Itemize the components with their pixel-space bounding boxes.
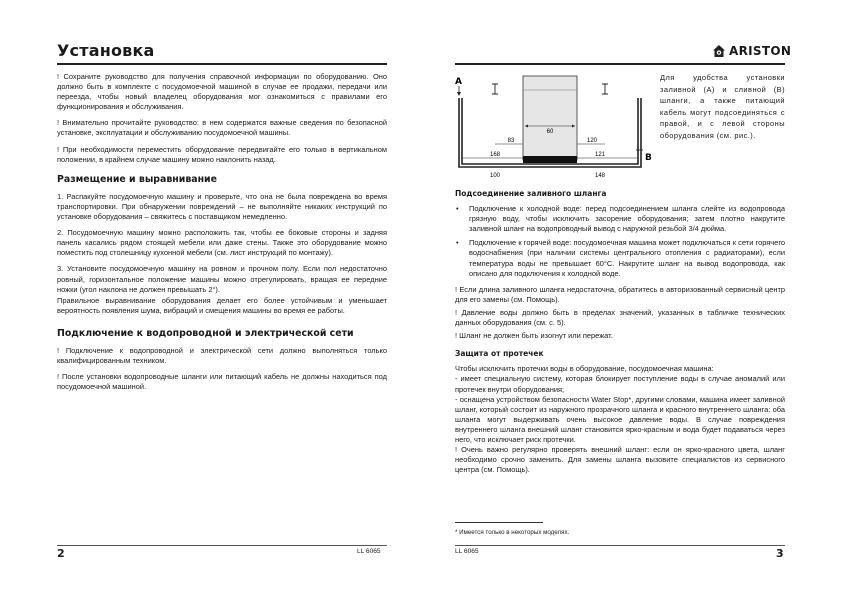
placement-paragraph: 1. Распакуйте посудомоечную машину и проверьте, что она не была повреждена во время транспортировки. При обнаружении повреждений – не выполняйте никаких инструкций по установке оборудования – свяжитесь с поставщиком немедленно. [57, 191, 387, 222]
left-column [57, 72, 387, 398]
dim-label: 60 [546, 129, 554, 135]
bullet-text: Подключение к горячей воде: посудомоечная машина может подключаться к сети горячего водоснабжения (при наличии системы центрального отопления с радиаторами), если температура воды не превышает 60°C. Накрутите шланг на вывод водопровода, как описано для подключения к холодной воде. [469, 238, 785, 278]
diagram-label-a: A [455, 77, 462, 87]
dishwasher-body [523, 76, 577, 160]
brand-logo [712, 44, 791, 58]
section-heading-placement: Размещение и выравнивание [57, 173, 217, 185]
footer-rule-right [455, 545, 785, 546]
model-label-right: LL 6065 [455, 548, 479, 555]
list-item [455, 238, 785, 278]
footnote: * Имеется только в некоторых моделях. [455, 529, 570, 536]
right-column [455, 189, 785, 481]
arrow-a-head [457, 92, 461, 96]
intro-paragraph: ! Сохраните руководство для получения справочной информации по оборудованию. Оно должно быть в комплекте с посудомоечной машиной в случае ее продажи, передачи или переезда, чтобы новый владелец оборудования мог ознакомиться с правилами его функционирования и обслуживания. [57, 72, 387, 112]
note-paragraph: ! Если длина заливного шланга недостаточна, обратитесь в авторизованный сервисный центр для его замены (см. Помощь). [455, 284, 785, 304]
dim-label: 120 [586, 138, 598, 144]
placement-paragraph: Правильное выравнивание оборудования делает его более устойчивым и уменьшает вероятность появления шума, вибраций и смещения машины во время ее работы. [57, 295, 387, 315]
placement-paragraph: 3. Установите посудомоечную машину на ровном и прочном полу. Если пол недостаточно ровный, горизонтальное положение машины можно отрегулировать, вращая ее передние ножки (угол наклона не должен превышать 2°). [57, 264, 387, 294]
dim-label: 168 [489, 152, 501, 158]
leak-paragraph: - имеет специальную систему, которая блокирует поступление воды в случае аномалий или протечек внутри оборудования; [455, 374, 785, 394]
inlet-hose-heading: Подсоединение заливного шланга [455, 189, 607, 198]
connection-paragraph: ! После установки водопроводные шланги или питающий кабель не должны находиться под посудомоечной машиной. [57, 372, 387, 392]
model-label-left: LL 6065 [357, 548, 381, 555]
leak-protection-heading: Защита от протечек [455, 349, 544, 359]
tap-left-icon [492, 84, 498, 94]
dishwasher-base [523, 156, 577, 163]
header-rule-left [57, 63, 387, 65]
footer-rule-left [57, 545, 387, 546]
placement-paragraph: 2. Посудомоечную машину можно расположить так, чтобы ее боковые стороны и задняя панель касались рядом стоящей мебели или даже стены. Также это оборудование можно поместить под столешницу кухонной мебели (см. лист инструкций по монтажу). [57, 228, 387, 258]
installation-diagram [455, 72, 650, 182]
note-paragraph: ! Шланг не должен быть изогнут или пережат. [455, 331, 613, 341]
dim-label: 83 [507, 138, 515, 144]
intro-paragraph: ! При необходимости переместить оборудование передвигайте его только в вертикальном положении, в крайнем случае машину можно наклонить назад. [57, 144, 387, 164]
ariston-house-icon [712, 44, 726, 58]
connection-paragraph: ! Подключение к водопроводной и электрической сети должно выполняться только квалифицированным техником. [57, 345, 387, 366]
header-rule-right [455, 63, 785, 65]
intro-paragraph: ! Внимательно прочитайте руководство: в нем содержатся важные сведения по безопасной установке, эксплуатации и обслуживанию посудомоечной машины. [57, 118, 387, 138]
bullet-icon: • [456, 238, 459, 248]
note-paragraph: ! Давление воды должно быть в пределах значений, указанных в табличке технических данных оборудования (см. с. 5). [455, 307, 785, 328]
leak-paragraph: - оснащена устройством безопасности Water Stop*, другими словами, машина имеет заливной шланг, который состоит из наружного прозрачного шланга и красного внутреннего шланга: оба шланга могут выдерживать очень высокое давление воды. В случае повреждения внутреннего шланга внешний шланг становится ярко-красным и вода будет подаваться через него, что исключает риск протечки. [455, 394, 785, 444]
page-number-left: 2 [57, 547, 65, 560]
dim-label: 100 [489, 173, 501, 179]
footnote-rule [455, 522, 543, 523]
bullet-text: Подключение к холодной воде: перед подсоединением шланга слейте из водопровода грязную воду, чтобы исключить засорение оборудования; затем плотно накрутите заливной шланг на водопроводный вывод с наружной резьбой 3/4 дюйма. [469, 204, 785, 234]
page-title: Установка [57, 41, 155, 60]
section-heading-connection: Подключение к водопроводной и электрической сети [57, 327, 354, 339]
list-item [455, 204, 785, 234]
dim-label: 148 [594, 173, 606, 179]
leak-paragraph: ! Очень важно регулярно проверять внешний шланг: если он ярко-красного цвета, шланг необходимо срочно заменить. Для замены шланга вызовите специалистов из сервисного центра (см. Помощь). [455, 445, 785, 475]
dim-label: 121 [594, 152, 606, 158]
brand-name: ARISTON [729, 44, 792, 58]
diagram-label-b: B [645, 153, 652, 163]
diagram-caption: Для удобства установки заливной (А) и сливной (В) шланги, а также питающий кабель могут подсоединяться с правой, и с левой стороны оборудования (см. рис.). [660, 73, 785, 140]
bullet-icon: • [456, 204, 459, 214]
page-number-right: 3 [776, 547, 784, 560]
leak-paragraph: Чтобы исключить протечки воды в оборудование, посудомоечная машина: [455, 364, 714, 374]
tap-right-icon [602, 84, 608, 94]
